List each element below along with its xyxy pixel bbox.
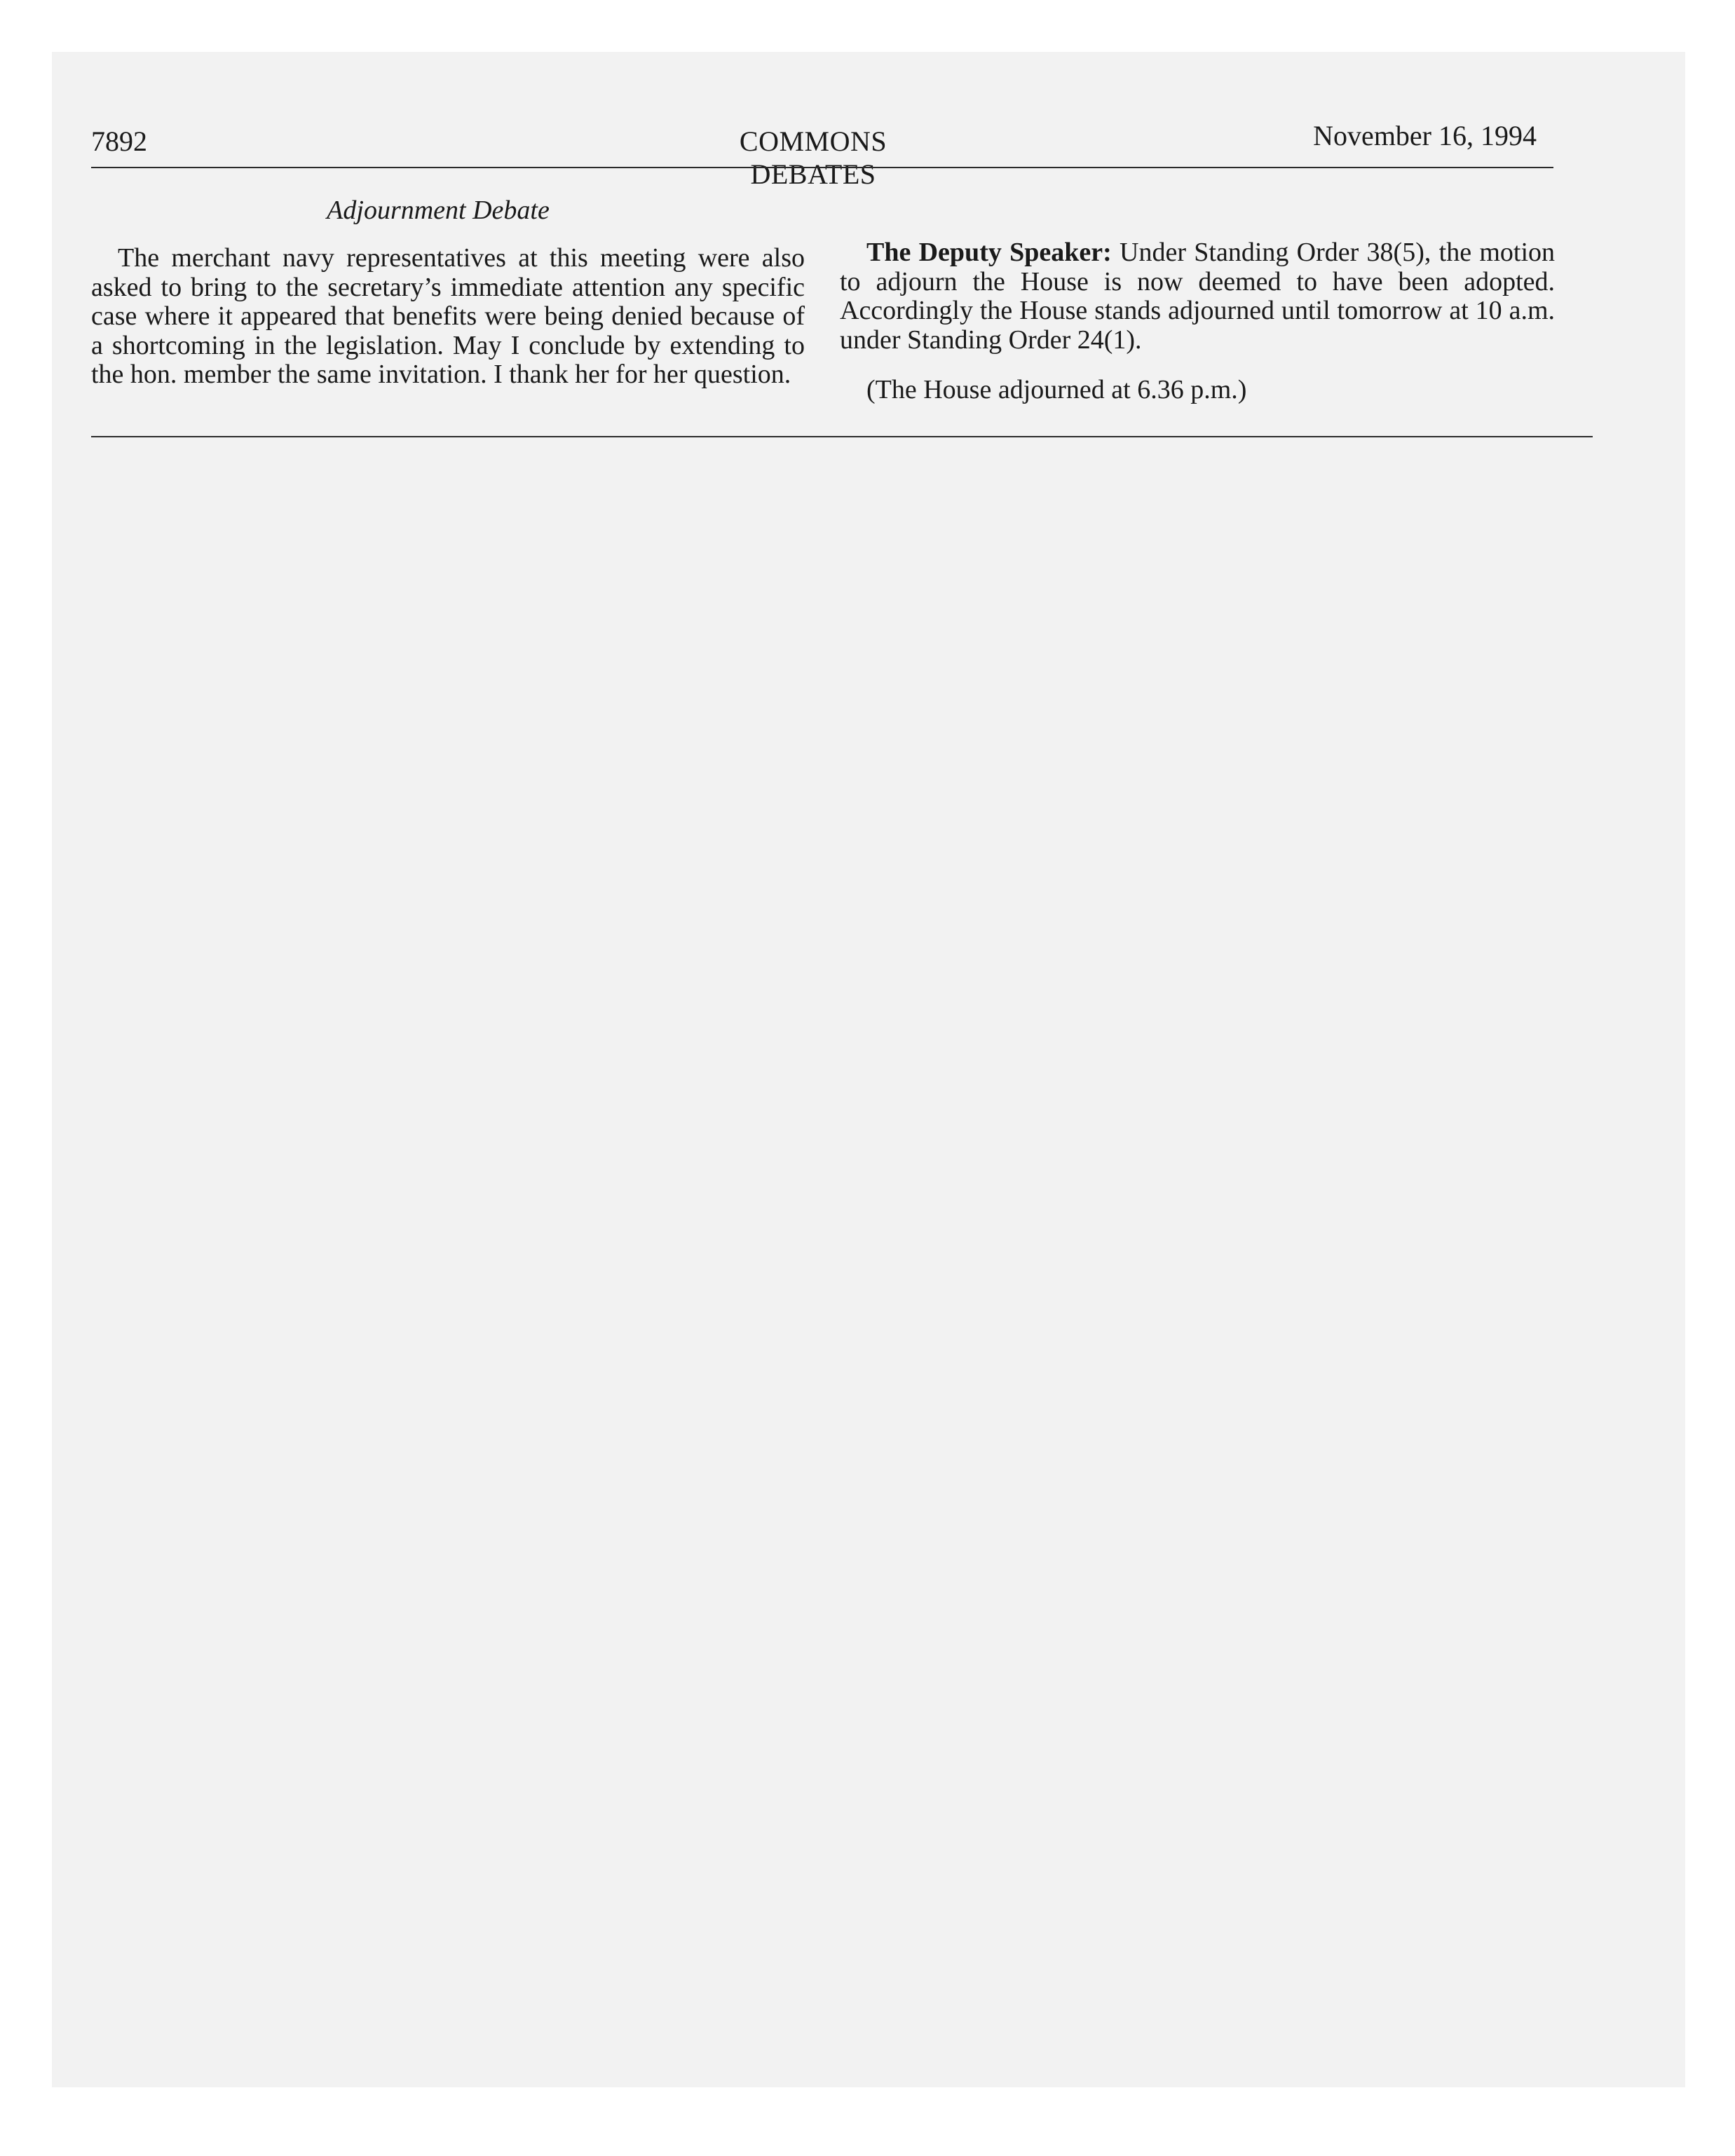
- speaker-paragraph: [840, 238, 1555, 355]
- left-column: [91, 244, 805, 390]
- journal-title: COMMONS DEBATES: [739, 125, 887, 190]
- header-date: November 16, 1994: [1313, 120, 1537, 151]
- section-title: Adjournment Debate: [327, 196, 550, 225]
- footer-rule: [91, 436, 1593, 437]
- left-paragraph: The merchant navy representatives at this meeting were also asked to bring to the secretary’s immediate attention any specific case where it appeared that benefits were being denied because of a shortcoming in the legislation. May I conclude by extending to the hon. member the same invitation. I thank her for her question.: [91, 243, 805, 389]
- speaker-statement: Under Standing Order 38(5), the motion to adjourn the House is now deemed to have been adopted. Accordingly the House stands adjourned until tomorrow at 10 a.m. under Standing Order 24(1).: [840, 238, 1555, 355]
- page-header: [91, 119, 1556, 190]
- page-number: 7892: [91, 125, 147, 157]
- speaker-name: The Deputy Speaker:: [866, 238, 1112, 267]
- adjournment-note: (The House adjourned at 6.36 p.m.): [866, 375, 1247, 404]
- header-rule: [91, 167, 1553, 168]
- right-column: [840, 238, 1555, 405]
